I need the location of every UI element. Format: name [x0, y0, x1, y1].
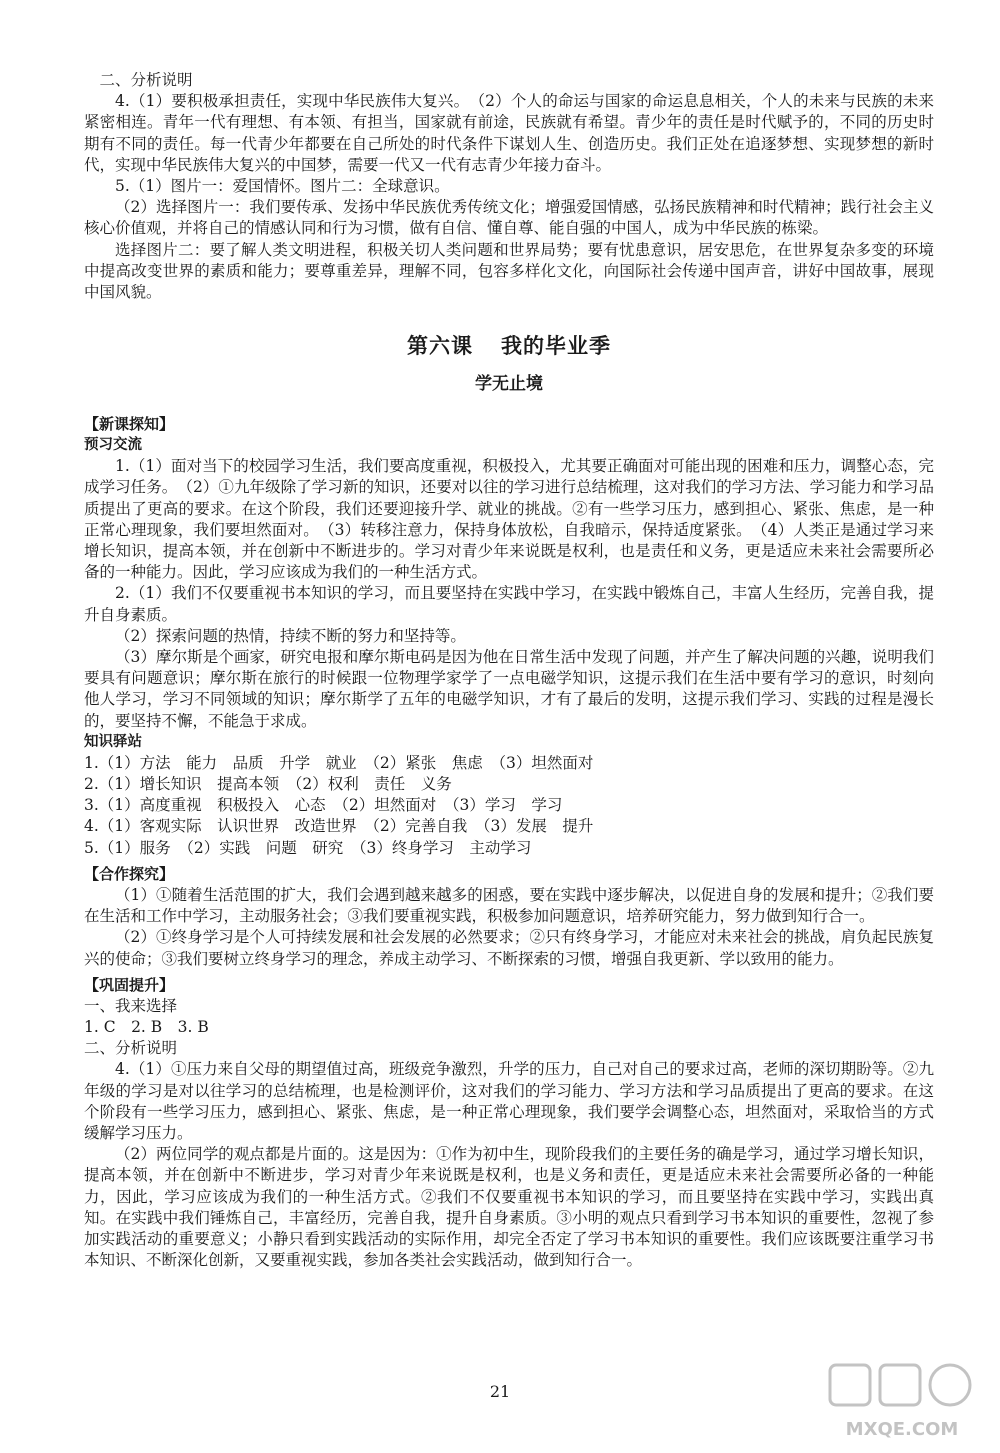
preview-answer-1: 1.（1）面对当下的校园学习生活，我们要高度重视，积极投入，尤其要正确面对可能出现的困难和压力，调整心态，完成学习任务。 （2）①九年级除了学习新的知识，还要对以往的学习进行总结梳理，这对我们的学习方法、学习能力和学习品质提出了更高的要求。在这个阶段，我们还要迎接升学、就业的挑战。②有一些学习压力，感到担心、紧张、焦虑，是一种正常心理现象，我们要坦然面对。 （3）转移注意力，保持身体放松，自我暗示，保持适度紧张。 （4）人类正是通过学习来增长知识，提高本领，并在创新中不断进步的。学习对青少年来说既是权利，也是责任和义务，更是适应未来社会需要所必备的一种能力。因此，学习应该成为我们的一种生活方式。 — [84, 457, 934, 582]
subheading-analysis-2: 二、分析说明 — [84, 1039, 178, 1058]
answer-q5-part1: 5.（1）图片一：爱国情怀。图片二：全球意识。 — [115, 177, 450, 196]
document-page — [84, 70, 934, 1271]
subheading-knowledge: 知识驿站 — [84, 733, 142, 750]
section-heading-consolidate: 【巩固提升】 — [84, 975, 175, 994]
analysis-answer-4-1: 4.（1）①压力来自父母的期望值过高，班级竞争激烈，升学的压力，自己对自己的要求过高，老师的深切期盼等。②九年级的学习是对以往学习的总结梳理，也是检测评价，这对我们的学习能力、学习方法和学习品质提出了更高的要求。在这个阶段有一些学习压力，感到担心、紧张、焦虑，是一种正常心理现象，我们要学会调整心态，坦然面对，采取恰当的方式缓解学习压力。 — [84, 1060, 934, 1142]
preview-answer-2: 2.（1）我们不仅要重视书本知识的学习，而且要坚持在实践中学习，在实践中锻炼自己，丰富人生经历，完善自我，提升自身素质。 — [84, 584, 934, 624]
section-heading-cooperation: 【合作探究】 — [84, 864, 175, 883]
knowledge-line-1: 1.（1）方法 能力 品质 升学 就业 （2）紧张 焦虑 （3）坦然面对 — [84, 753, 594, 772]
watermark-circle — [930, 1365, 970, 1405]
answer-q5-part3: 选择图片二：要了解人类文明进程，积极关切人类问题和世界局势；要有忧患意识，居安思危，在世界复杂多变的环境中提高改变世界的素质和能力；要尊重差异，理解不同，包容多样化文化，向国际社会传递中国声音，讲好中国故事，展现中国风貌。 — [84, 240, 934, 302]
lesson-name: 我的毕业季 — [501, 334, 611, 359]
section-heading-new-lesson: 【新课探知】 — [84, 415, 175, 434]
lesson-subtitle: 学无止境 — [475, 374, 543, 395]
lesson-number: 第六课 — [407, 334, 473, 359]
knowledge-line-3: 3.（1）高度重视 积极投入 心态 （2）坦然面对 （3）学习 学习 — [84, 796, 563, 815]
preview-answer-2-3: （3）摩尔斯是个画家，研究电报和摩尔斯电码是因为他在日常生活中发现了问题，并产生了解决问题的兴趣，说明我们要具有问题意识；摩尔斯在旅行的时候跟一位物理学家学了一点电磁学知识，这提示我们在生活中要有学习的意识，时刻向他人学习，学习不同领域的知识；摩尔斯学了五年的电磁学知识，才有了最后的发明，这提示我们学习、实践的过程是漫长的，要坚持不懈，不能急于求成。 — [84, 648, 934, 730]
answer-q5-part2: （2）选择图片一：我们要传承、发扬中华民族优秀传统文化；增强爱国情感，弘扬民族精神和时代精神；践行社会主义核心价值观，并将自己的情感认同和行为习惯，做有自信、懂自尊、能自强的中国人，成为中华民族的栋梁。 — [84, 198, 934, 238]
choice-answers: 1. C 2. B 3. B — [84, 1017, 209, 1036]
watermark-logo — [822, 1359, 982, 1443]
watermark-text: MXQE.COM — [845, 1419, 959, 1440]
page-number: 21 — [489, 1382, 511, 1401]
lesson-title — [84, 331, 934, 361]
analysis-answer-4-2: （2）两位同学的观点都是片面的。这是因为：①作为初中生，现阶段我们的主要任务的确是学习，通过学习增长知识，提高本领，并在创新中不断进步，学习对青少年来说既是权利，也是义务和责任，更是适应未来社会需要所必备的一种能力，因此，学习应该成为我们的一种生活方式。②我们不仅要重视书本知识的学习，而且要坚持在实践中学习，实践出真知。在实践中我们锤炼自己，丰富经历，完善自我，提升自身素质。③小明的观点只看到学习书本知识的重要性，忽视了参加实践活动的重要意义；小静只看到实践活动的实际作用，却完全否定了学习书本知识的重要性。我们应该既要注重学习书本知识、不断深化创新，又要重视实践，参加各类社会实践活动，做到知行合一。 — [84, 1145, 934, 1270]
watermark-box-2 — [880, 1365, 920, 1405]
knowledge-line-2: 2.（1）增长知识 提高本领 （2）权利 责任 义务 — [84, 775, 452, 794]
preview-answer-2-2: （2）探索问题的热情，持续不断的努力和坚持等。 — [115, 626, 466, 645]
answer-q4: 4.（1）要积极承担责任，实现中华民族伟大复兴。 （2）个人的命运与国家的命运息息相关，个人的未来与民族的未来紧密相连。青年一代有理想、有本领、有担当，国家就有前途，民族就有希望。青少年的责任是时代赋予的，不同的历史时期有不同的责任。每一代青少年都要在自己所处的时代条件下谋划人生、创造历史。我们正处在追逐梦想、实现梦想的新时代，实现中华民族伟大复兴的中国梦，需要一代又一代有志青少年接力奋斗。 — [84, 92, 934, 174]
knowledge-line-5: 5.（1）服务 （2）实践 问题 研究 （3）终身学习 主动学习 — [84, 838, 532, 857]
section-heading-analysis: 二、分析说明 — [99, 71, 193, 89]
watermark-box-1 — [830, 1365, 870, 1405]
knowledge-line-4: 4.（1）客观实际 认识世界 改造世界 （2）完善自我 （3）发展 提升 — [84, 817, 594, 836]
cooperation-answer-1: （1）①随着生活范围的扩大，我们会遇到越来越多的困惑，要在实践中逐步解决，以促进自身的发展和提升；②我们要在生活和工作中学习，主动服务社会；③我们要重视实践，积极参加问题意识，培养研究能力，努力做到知行合一。 — [84, 885, 934, 926]
cooperation-answer-2: （2）①终身学习是个人可持续发展和社会发展的必然要求；②只有终身学习，才能应对未来社会的挑战，肩负起民族复兴的使命；③我们要树立终身学习的理念，养成主动学习、不断探索的习惯，增强自我更新、学以致用的能力。 — [84, 928, 934, 968]
subheading-choice: 一、我来选择 — [84, 996, 178, 1015]
subheading-preview: 预习交流 — [84, 437, 142, 454]
